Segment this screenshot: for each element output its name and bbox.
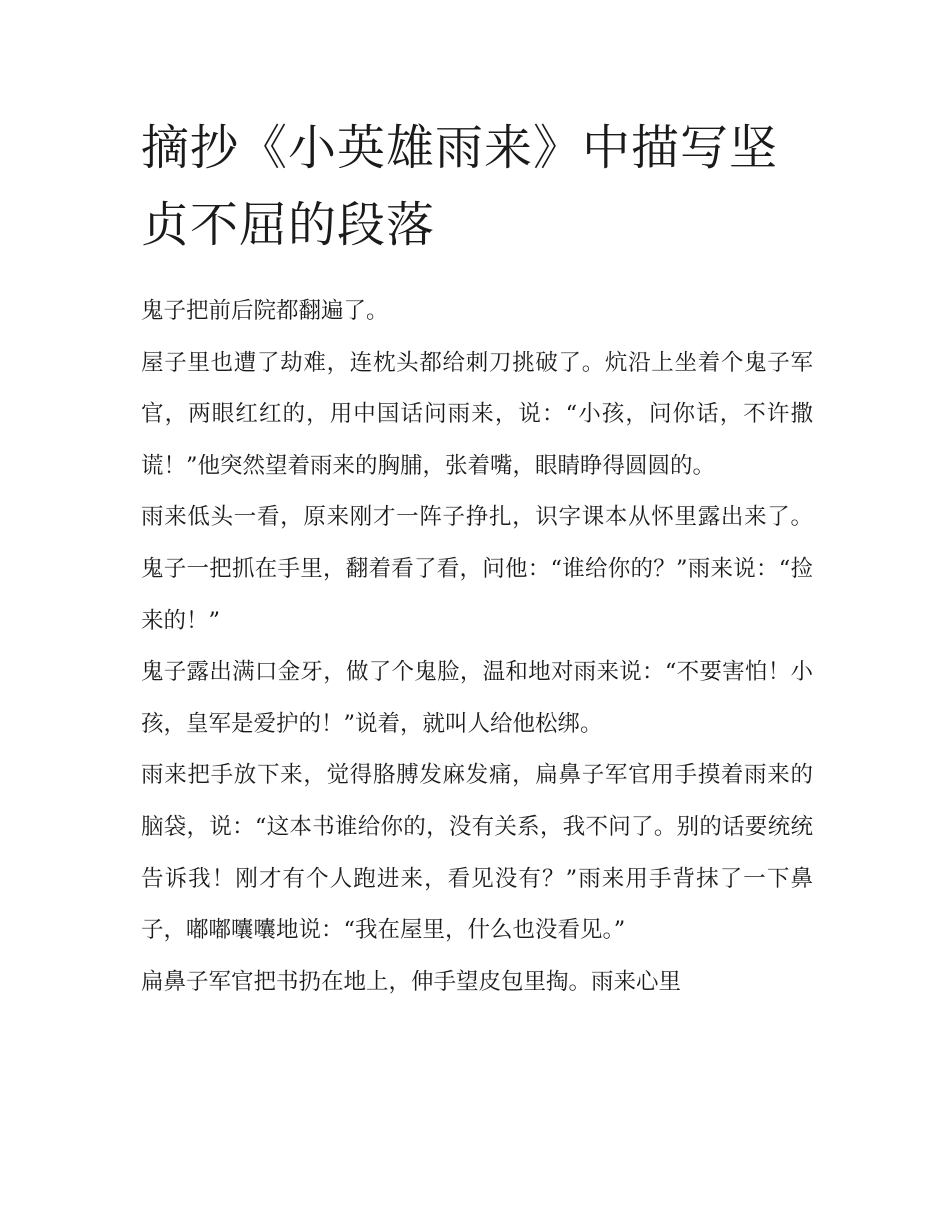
document-body (141, 110, 813, 1008)
paragraph-4: 鬼子露出满口金牙，做了个鬼脸，温和地对雨来说：“不要害怕！小孩，皇军是爱护的！”说着，就叫人给他松绑。 (141, 659, 813, 737)
paragraph-2: 屋子里也遭了劫难，连枕头都给刺刀挑破了。炕沿上坐着个鬼子军官，两眼红红的，用中国话问雨来，说：“小孩，问你话，不许撒谎！”他突然望着雨来的胸脯，张着嘴，眼睛睁得圆圆的。 (141, 349, 813, 479)
paragraph-5: 雨来把手放下来，觉得胳膊发麻发痛，扁鼻子军官用手摸着雨来的脑袋，说：“这本书谁给你的，没有关系，我不问了。别的话要统统告诉我！刚才有个人跑进来，看见没有？”雨来用手背抹了一下鼻子，嘟嘟囔囔地说：“我在屋里，什么也没看见。” (141, 762, 813, 944)
paragraph-3: 雨来低头一看，原来刚才一阵子挣扎，识字课本从怀里露出来了。鬼子一把抓在手里，翻着看了看，问他：“谁给你的？”雨来说：“捡来的！” (141, 504, 813, 634)
paragraph-6: 扁鼻子军官把书扔在地上，伸手望皮包里掏。雨来心里 (141, 968, 682, 995)
paragraph-1: 鬼子把前后院都翻遍了。 (141, 298, 389, 324)
document-title: 摘抄《小英雄雨来》中描写坚贞不屈的段落 (141, 120, 779, 253)
